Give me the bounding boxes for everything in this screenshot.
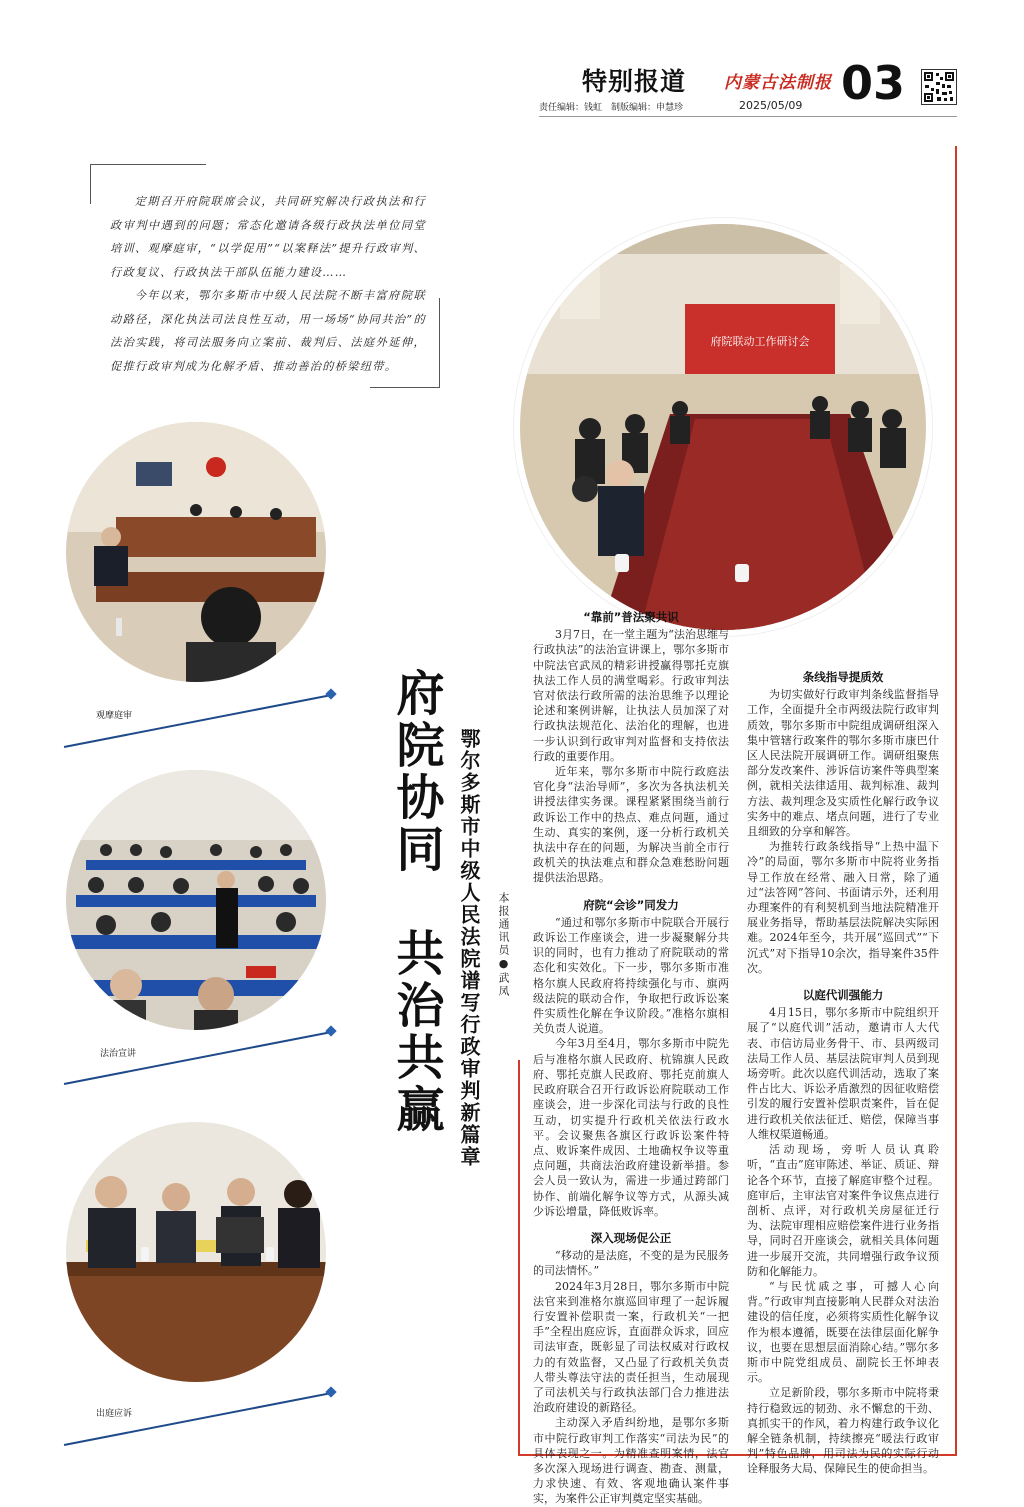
page-number: 03 [841,56,906,110]
article-paragraph: 2024年3月28日，鄂尔多斯市中院法官来到准格尔旗巡回审理了一起诉履行安置补偿职责一案，行政机关“一把手”全程出庭应诉，直面群众诉求，回应司法审查，既彰显了司法权威对行政权力的有效监督，又凸显了行政机关负责人带头尊法守法的责任担当，生动展现了司法机关与行政执法部门合力推进法治政府建设的新路径。 [533,1279,729,1415]
article-paragraph: 近年来，鄂尔多斯市中院行政庭法官化身“法治导师”，多次为各执法机关讲授法律实务课。课程紧紧围绕当前行政诉讼工作中的热点、难点问题，通过生动、真实的案例，逐一分析行政机关执法中存在的问题，为解决当前全市行政机关的执法难点和群众急难愁盼问题提供法治思路。 [533,765,729,885]
intro-paragraph-2: 今年以来，鄂尔多斯市中级人民法院不断丰富府院联动路径，深化执法司法良性互动，用一场场“协同共治”的法治实践，将司法服务向立案前、裁判后、法庭外延伸，促推行政审判成为化解矛盾、推动善治的桥梁纽带。 [110,289,426,373]
intro-text [110,190,426,378]
article-paragraph: 立足新阶段，鄂尔多斯市中院将秉持行稳致远的韧劲、永不懈怠的干劲、真抓实干的作风，着力构建行政争议化解全链条机制，持续擦亮“暖法行政审判”特色品牌，用司法为民的实际行动诠释服务大局、保障民生的使命担当。 [747,1386,939,1476]
photo-appearance [66,1122,326,1382]
article-paragraph: “移动的是法庭，不变的是为民服务的司法情怀。” [533,1249,729,1278]
article-column-2 [747,610,939,1477]
red-frame-right [955,146,957,1454]
section-heading-5: 以庭代训强能力 [802,988,884,1003]
section-heading-4: 条线指导提质效 [802,670,884,684]
paper-logo: 内蒙古法制报 [724,73,832,93]
article-paragraph: 为推转行政条线指导“上热中温下冷”的局面，鄂尔多斯市中院将业务指导工作放在经常、融入日常，除了通过“法答网”答问、书面请示外，还利用办理案件的有利契机到当地法院精准开展业务指导，帮助基层法院解决实际困难。2024年至今，共开展“巡回式”“下沉式”对下指导10余次，指导案件35件次。 [747,840,939,975]
section-title: 特别报道 [582,67,687,96]
caption-lecture: 法治宣讲 [100,1049,137,1059]
banner-text: 府院联动工作研讨会 [710,335,810,348]
red-frame-left [518,1060,520,1456]
article-paragraph: 活动现场，旁听人员认真聆听，“直击”庭审陈述、举证、质证、辩论各个环节，直接了解庭审整个过程。庭审后，主审法官对案件争议焦点进行剖析、点评，对行政机关房屋征迁行为、法院审理相应赔偿案件进行业务指导，同时召开座谈会，就相关具体问题进一步展开交流，共同增强行政争议预防和化解能力。 [747,1143,939,1278]
photo-courtroom [66,422,326,682]
byline: 本报通讯员●武凤 [497,892,510,998]
section-heading-2: 府院“会诊”同发力 [583,897,679,912]
article-paragraph: 为切实做好行政审判条线监督指导工作，全面提升全市两级法院行政审判质效，鄂尔多斯市中院组成调研组深入集中管辖行政案件的鄂尔多斯市康巴什区人民法院开展调研工作。调研组聚焦部分发改案件、涉诉信访案件等典型案例，就相关法律适用、裁判标准、裁判方法、裁判理念及实质性化解行政争议实务中的难点、堵点问题，进行了专业且细致的分享和解答。 [747,688,939,839]
editors-line: 责任编辑：钱虹 制版编辑：申慧珍 [539,103,684,113]
article-column-1 [533,610,729,1507]
masthead-rule [539,116,957,117]
deco-dot-2 [325,1025,336,1036]
deco-dot-1 [325,688,336,699]
photo-lecture [66,770,326,1030]
intro-paragraph-1: 定期召开府院联席会议，共同研究解决行政执法和行政审判中遇到的问题；常态化邀请各级行政执法单位同堂培训、观摩庭审，“以学促用”“以案释法”提升行政审判、行政复议、行政执法干部队伍能力建设…… [110,195,426,279]
photo-seminar [514,218,932,636]
subheadline: 鄂尔多斯市中级人民法院谱写行政审判新篇章 [457,728,481,1168]
article-paragraph: “通过和鄂尔多斯市中院联合开展行政诉讼工作座谈会，进一步凝聚解分共识的同时，也有力推动了府院联动的常态化和实效化。下一步，鄂尔多斯市准格尔旗人民政府将持续强化与市、旗两级法院的联动合作，争取把行政诉讼案件实质性化解在争议阶段。”准格尔旗相关负责人说道。 [533,915,729,1036]
section-heading-3: 深入现场促公正 [590,1230,672,1245]
caption-courtroom: 观摩庭审 [96,711,133,721]
issue-date: 2025/05/09 [739,99,803,112]
article-paragraph: “与民忧戚之事，可撼人心向背。”行政审判直接影响人民群众对法治建设的信任度，必须将实质性化解争议作为根本遵循，既要在法律层面化解争议，也要在思想层面消除心结。”鄂尔多斯市中院党组成员、副院长王怀坤表示。 [747,1279,939,1385]
article-paragraph: 主动深入矛盾纠纷地，是鄂尔多斯市中院行政审判工作落实“司法为民”的具体表现之一。为精准查明案情，法官多次深入现场进行调查、勘查、测量，力求快速、有效、客观地确认案件事实，为案件公正审判奠定坚实基础。 [533,1416,729,1506]
article-paragraph: 3月7日，在一堂主题为“法治思维与行政执法”的法治宣讲课上，鄂尔多斯市中院法官武凤的精彩讲授赢得鄂托克旗执法工作人员的满堂喝彩。行政审判法官对依法行政所需的法治思维予以理论论述和案例讲解，让执法人员加深了对行政执法规范化、法治化的理解，也进一步认识到行政审判对监督和支持依法行政的重要作用。 [533,628,729,763]
qr-code-icon [921,69,957,105]
deco-dot-3 [325,1386,336,1397]
section-heading-1: “靠前”普法聚共识 [583,610,679,624]
headline: 府院协同 共治共赢 [388,668,444,1136]
article-paragraph: 4月15日，鄂尔多斯市中院组织开展了“以庭代训”活动，邀请市人大代表、市信访局业务骨干、市、县两级司法局工作人员、基层法院审判人员到现场旁听。此次以庭代训活动，选取了案件占比大、诉讼矛盾激烈的因征收赔偿引发的履行安置补偿职责案件，旨在促进行政机关依法征迁、赔偿，保障当事人维权渠道畅通。 [747,1006,939,1141]
caption-appearance: 出庭应诉 [96,1409,133,1419]
article-paragraph: 今年3月至4月，鄂尔多斯市中院先后与准格尔旗人民政府、杭锦旗人民政府、鄂托克旗人民政府、鄂托克前旗人民政府联合召开行政诉讼府院联动工作座谈会，进一步深化司法与行政的良性互动，切实提升行政机关依法行政水平。会议聚焦各旗区行政诉讼案件特点、败诉案件成因、土地确权争议等重点问题，共商法治政府建设新举措。参会人员一致认为，需进一步通过跨部门协作、前端化解争议等方式，从源头减少诉讼增量，降低败诉率。 [533,1037,729,1218]
